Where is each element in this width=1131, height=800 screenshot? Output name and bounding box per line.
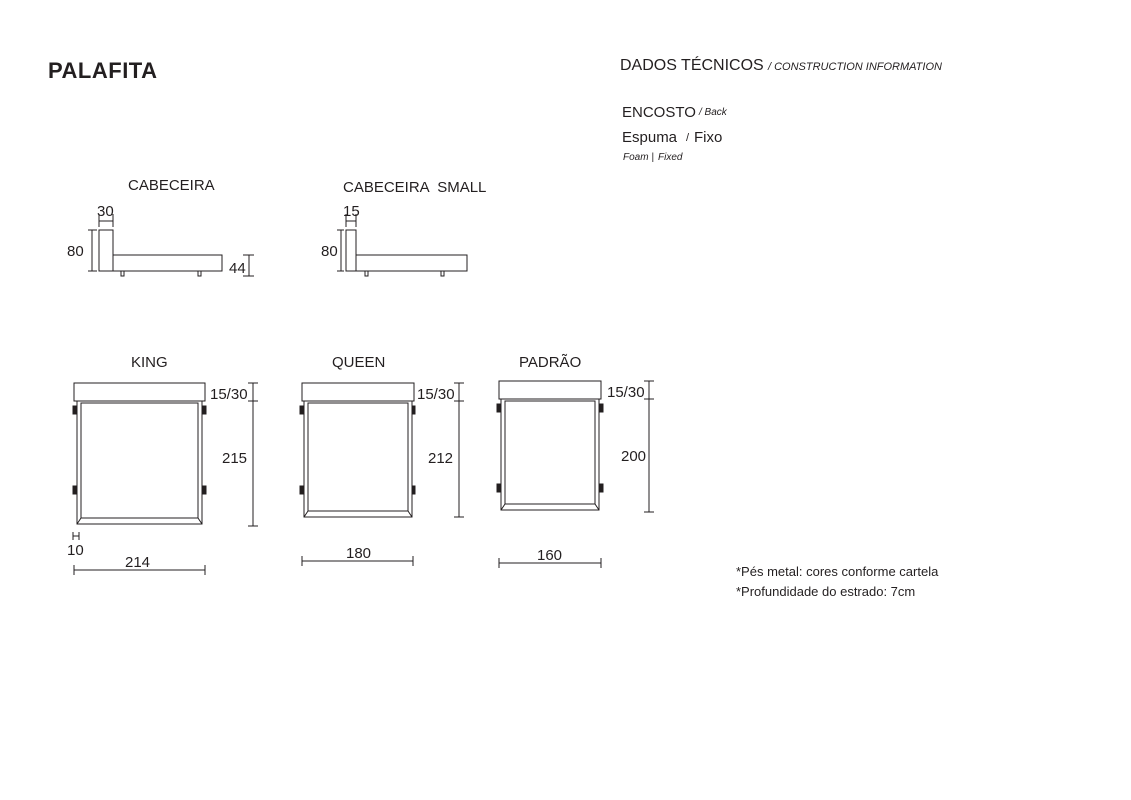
- cabeceira-small-height-dim: 80: [321, 243, 338, 260]
- encosto-label: ENCOSTO: [622, 104, 696, 121]
- cabeceira-small-bed-base: [356, 255, 467, 271]
- padrao-frame-inner: [505, 401, 595, 504]
- note-depth: *Profundidade do estrado: 7cm: [736, 584, 916, 599]
- fixed-english: Fixed: [658, 152, 683, 163]
- padrao-leg: [600, 484, 603, 492]
- padrao-width-dim: 160: [537, 547, 563, 564]
- cabeceira-bed-height-dim: 44: [229, 260, 246, 277]
- cabeceira-thickness-dim: 30: [97, 203, 114, 220]
- padrao-headboard: [499, 381, 601, 399]
- foam-separator: /: [686, 132, 690, 144]
- cabeceira-label: CABECEIRA: [128, 177, 215, 194]
- queen-leg: [412, 406, 415, 414]
- padrao-top-view: [497, 381, 654, 568]
- technical-data-subtitle: / CONSTRUCTION INFORMATION: [768, 61, 942, 73]
- cabeceira-leg: [198, 271, 201, 276]
- queen-frame-inner: [308, 403, 408, 511]
- foam-label: Espuma: [622, 129, 678, 146]
- king-leg: [203, 406, 206, 414]
- cabeceira-leg: [121, 271, 124, 276]
- padrao-frame-outer: [501, 399, 599, 510]
- cabeceira-small-leg: [365, 271, 368, 276]
- cabeceira-small-thickness-dim: 15: [343, 203, 360, 220]
- cabeceira-bed-base: [113, 255, 222, 271]
- cabeceira-height-dim: 80: [67, 243, 84, 260]
- queen-leg: [412, 486, 415, 494]
- king-headboard: [74, 383, 205, 401]
- padrao-length-dim: 200: [621, 448, 647, 465]
- king-label: KING: [131, 354, 168, 371]
- king-leg: [203, 486, 206, 494]
- technical-data-title: DADOS TÉCNICOS: [620, 57, 764, 74]
- padrao-label: PADRÃO: [519, 354, 582, 371]
- cabeceira-small-label: CABECEIRA SMALL: [343, 179, 487, 196]
- queen-width-dim: 180: [346, 545, 372, 562]
- padrao-leg: [497, 404, 500, 412]
- king-headboard-dim: 15/30: [210, 386, 248, 403]
- cabeceira-small-side-view: [337, 214, 467, 276]
- padrao-leg: [497, 484, 500, 492]
- queen-headboard-dim: 15/30: [417, 386, 455, 403]
- foam-english: Foam |: [623, 152, 654, 163]
- cabeceira-small-leg: [441, 271, 444, 276]
- king-frame-outer: [77, 401, 202, 524]
- king-width-dim: 214: [125, 554, 151, 571]
- cabeceira-small-headboard: [346, 230, 356, 271]
- cabeceira-headboard: [99, 230, 113, 271]
- queen-frame-outer: [304, 401, 412, 517]
- king-top-view: [73, 383, 258, 575]
- padrao-leg: [600, 404, 603, 412]
- product-title: PALAFITA: [48, 58, 158, 83]
- king-leg-dim: 10: [67, 542, 84, 559]
- queen-headboard: [302, 383, 414, 401]
- king-leg: [73, 406, 76, 414]
- king-length-dim: 215: [222, 450, 248, 467]
- king-leg: [73, 486, 76, 494]
- queen-top-view: [300, 383, 464, 566]
- king-frame-inner: [81, 403, 198, 518]
- queen-length-dim: 212: [428, 450, 454, 467]
- queen-leg: [300, 486, 303, 494]
- note-feet: *Pés metal: cores conforme cartela: [736, 564, 939, 579]
- queen-label: QUEEN: [332, 354, 386, 371]
- encosto-sublabel: / Back: [699, 107, 727, 118]
- fixed-label: Fixo: [694, 129, 723, 146]
- queen-leg: [300, 406, 303, 414]
- padrao-headboard-dim: 15/30: [607, 384, 645, 401]
